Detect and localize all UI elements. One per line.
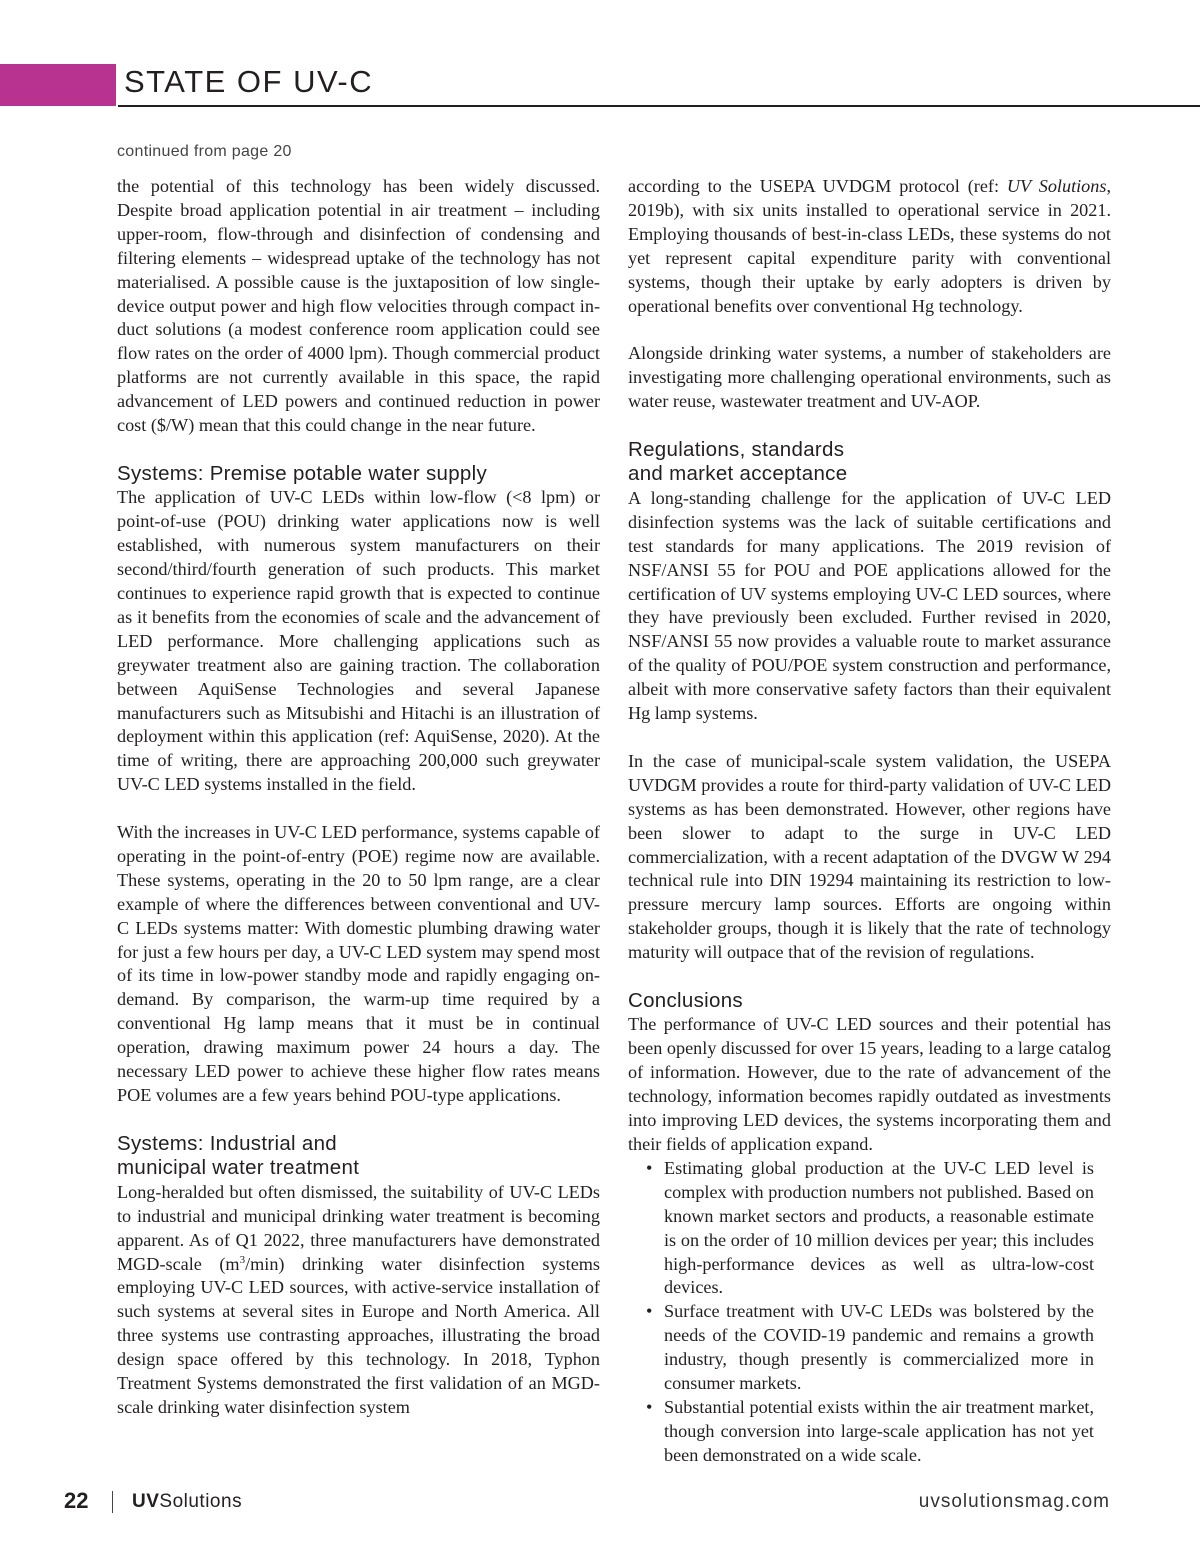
brand-bold: UV bbox=[132, 1491, 160, 1512]
subheading-conclusions: Conclusions bbox=[628, 988, 743, 1012]
text-run: /min) drinking water disinfection systems employing UV-C LED sources, with active-service installation of such systems at several sites in Europe and North America. All three systems use contrasting approaches, illustrating the broad design space offered by this technology. In 2018, Typhon Treatment Systems demonstrated the first validation of an MGD-scale drinking water disinfection system bbox=[117, 1253, 600, 1417]
text-run: according to the USEPA UVDGM protocol (ref: bbox=[628, 176, 1007, 196]
magazine-brand bbox=[132, 1491, 242, 1513]
footer-divider bbox=[112, 1491, 113, 1513]
page-number: 22 bbox=[64, 1488, 89, 1513]
paragraph bbox=[628, 175, 1111, 318]
paragraph: The performance of UV-C LED sources and their potential has been openly discussed for over 15 years, leading to a large catalog of information. However, due to the rate of advancement of the technology, information becomes rapidly outdated as investments into improving LED devices, the systems incorporating them and their fields of application expand. bbox=[628, 1014, 1111, 1154]
bullet-list bbox=[628, 1157, 1111, 1468]
paragraph bbox=[117, 1181, 600, 1420]
subheading-premise: Systems: Premise potable water supply bbox=[117, 461, 487, 485]
paragraph: Alongside drinking water systems, a number of stakeholders are investigating more challenging operational environments, such as water reuse, wastewater treatment and UV-AOP. bbox=[628, 343, 1111, 412]
left-column bbox=[117, 175, 600, 1420]
section-accent-bar bbox=[0, 64, 116, 106]
list-item: • Substantial potential exists within the air treatment market, though conversion into large-scale application has not yet been demonstrated on a wide scale. bbox=[644, 1396, 1094, 1468]
section-title: STATE OF UV-C bbox=[124, 64, 374, 99]
paragraph: In the case of municipal-scale system validation, the USEPA UVDGM provides a route for third-party validation of UV-C LED systems as has been demonstrated. However, other regions have been slower to adapt to the surge in UV-C LED commercialization, with a recent adaptation of the DVGW W 294 technical rule into DIN 19294 maintaining its restriction to low-pressure mercury lamp sources. Efforts are ongoing within stakeholder groups, though it is likely that the rate of technology maturity will outpace that of the revision of regulations. bbox=[628, 750, 1111, 963]
subheading-line: and market acceptance bbox=[628, 462, 848, 486]
right-column bbox=[628, 175, 1111, 1468]
paragraph: A long-standing challenge for the application of UV-C LED disinfection systems was the lack of suitable certifications and test standards for many applications. The 2019 revision of NSF/ANSI 55 for POU and POE applications allowed for the certification of UV systems employing UV-C LED sources, where they have previously been excluded. Further revised in 2020, NSF/ANSI 55 now provides a valuable route to market assurance of the quality of POU/POE system construction and performance, albeit with more conservative safety factors than their equivalent Hg lamp systems. bbox=[628, 487, 1111, 724]
header-rule bbox=[118, 105, 1200, 107]
text-run: Long-heralded but often dismissed, the suitability of UV-C LEDs to industrial and municipal drinking water treatment is becoming apparent. As of Q1 2022, three manufacturers have demonstrated MGD-scale (m bbox=[117, 1181, 600, 1274]
superscript: 3 bbox=[239, 1253, 246, 1266]
subheading-line: municipal water treatment bbox=[117, 1156, 360, 1180]
subheading-line: Systems: Industrial and bbox=[117, 1131, 337, 1155]
italic-ref: UV Solutions bbox=[1006, 176, 1107, 196]
continued-note: continued from page 20 bbox=[117, 143, 292, 160]
brand-light: Solutions bbox=[159, 1491, 243, 1512]
subheading-regulations bbox=[628, 438, 1111, 487]
text-run: , 2019b), with six units installed to operational service in 2021. Employing thousands of best-in-class LEDs, these systems do not yet represent capital expenditure parity with conventional systems, though their uptake by early adopters is driven by operational benefits over conventional Hg technology. bbox=[628, 176, 1111, 316]
page-footer bbox=[0, 1488, 1200, 1518]
list-item: • Surface treatment with UV-C LEDs was bolstered by the needs of the COVID-19 pandemic and remains a growth industry, though presently is commercialized more in consumer markets. bbox=[644, 1300, 1094, 1396]
website-url: uvsolutionsmag.com bbox=[918, 1491, 1110, 1512]
paragraph: The application of UV-C LEDs within low-flow (<8 lpm) or point-of-use (POU) drinking water applications now is well established, with numerous system manufacturers on their second/third/fourth generation of such products. This market continues to experience rapid growth that is expected to continue as it benefits from the economies of scale and the advancement of LED performance. More challenging applications such as greywater treatment also are gaining traction. The collaboration between AquiSense Technologies and several Japanese manufacturers such as Mitsubishi and Hitachi is an illustration of deployment within this application (ref: AquiSense, 2020). At the time of writing, there are approaching 200,000 such greywater UV-C LED systems installed in the field. bbox=[117, 487, 600, 795]
subheading-industrial bbox=[117, 1132, 600, 1181]
paragraph: With the increases in UV-C LED performance, systems capable of operating in the point-of-entry (POE) regime now are available. These systems, operating in the 20 to 50 lpm range, are a clear example of where the differences between conventional and UV-C LEDs systems matter: With domestic plumbing drawing water for just a few hours per day, a UV-C LED system may spend most of its time in low-power standby mode and rapidly engaging on-demand. By comparison, the warm-up time required by a conventional Hg lamp means that it must be in continual operation, drawing maximum power 24 hours a day. The necessary LED power to achieve these higher flow rates means POE volumes are a few years behind POU-type applications. bbox=[117, 822, 600, 1105]
list-item: • Estimating global production at the UV-C LED level is complex with production numbers not published. Based on known market sectors and products, a reasonable estimate is on the order of 10 million devices per year; this includes high-performance devices as well as ultra-low-cost devices. bbox=[644, 1157, 1094, 1300]
subheading-line: Regulations, standards bbox=[628, 437, 845, 461]
paragraph: the potential of this technology has been widely discussed. Despite broad application potential in air treatment – including upper-room, flow-through and disinfection of condensing and filtering elements – widespread uptake of the technology has not materialised. A possible cause is the juxtaposition of low single-device output power and high flow velocities through compact in-duct solutions (a modest conference room application could see flow rates on the order of 4000 lpm). Though commercial product platforms are not currently available in this space, the rapid advancement of LED powers and continued reduction in power cost ($/W) mean that this could change in the near future. bbox=[117, 176, 600, 436]
